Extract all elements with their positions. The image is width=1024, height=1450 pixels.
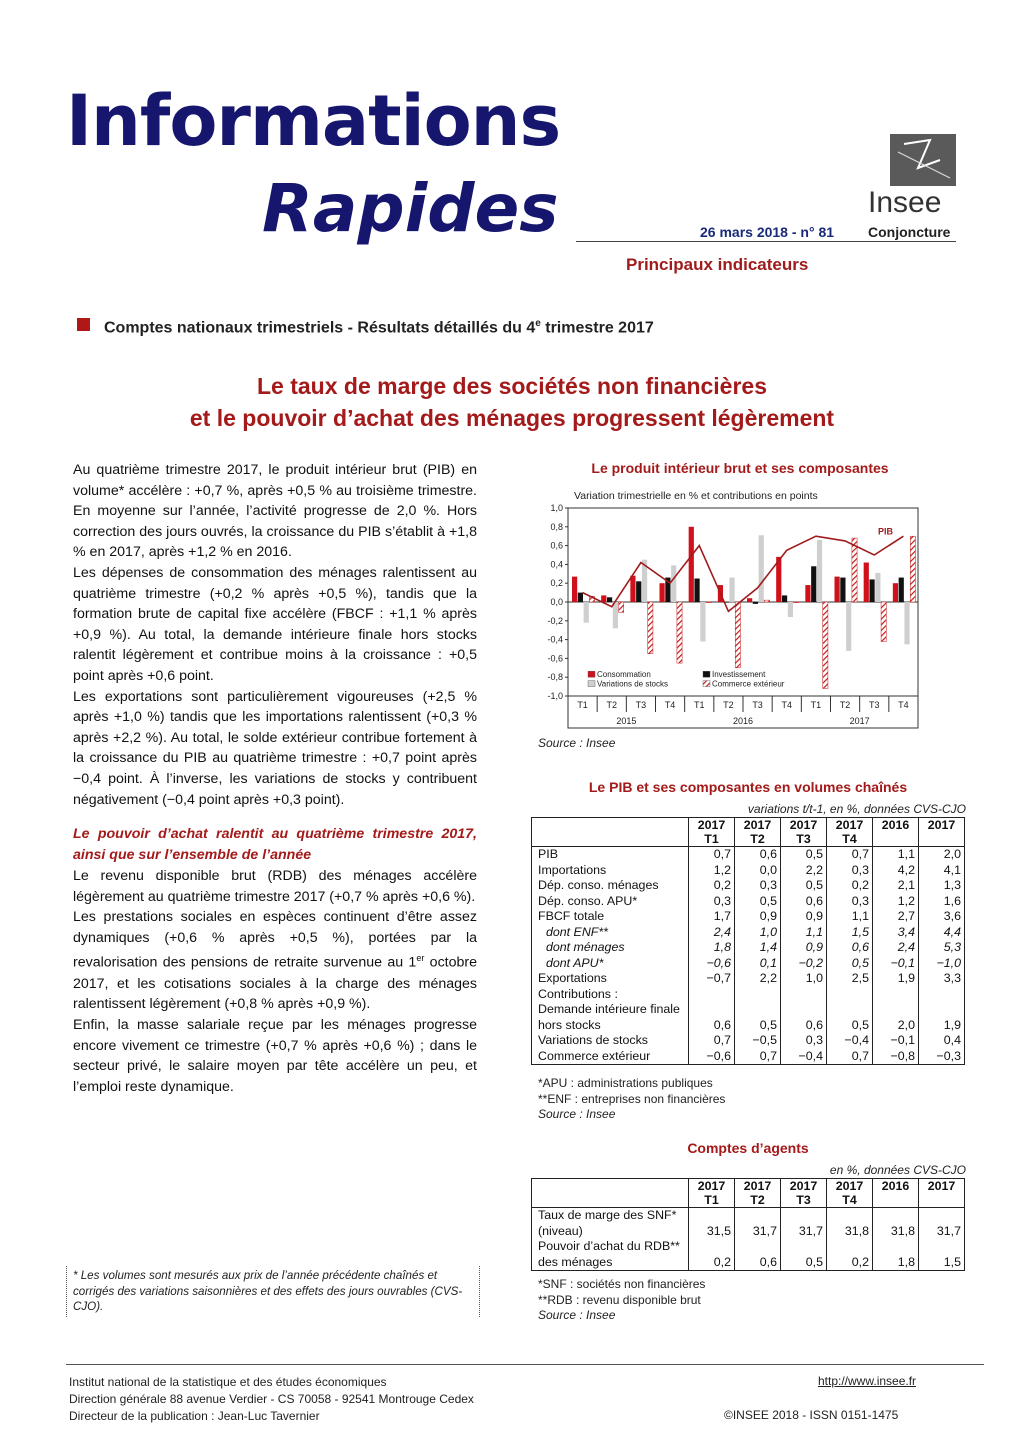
- y-tick-label: 1,0: [550, 503, 563, 513]
- bar-Consommation: [630, 576, 635, 602]
- table-cell: −0,8: [873, 1049, 919, 1065]
- row-label: Demande intérieure finale hors stocks: [532, 1002, 689, 1033]
- legend-swatch: [703, 671, 710, 677]
- table-cell: 2,0: [919, 847, 965, 863]
- bar-Consommation: [835, 577, 840, 602]
- legend-label: Investissement: [712, 670, 766, 680]
- legend-swatch: [588, 681, 595, 687]
- table-cell: −0,1: [873, 956, 919, 972]
- table-cell: 0,9: [781, 909, 827, 925]
- table-cell: 0,5: [827, 1002, 873, 1033]
- accounts-table: [531, 1178, 965, 1271]
- table-cell: −0,6: [689, 1049, 735, 1065]
- bar-Consommation: [893, 583, 898, 602]
- table-cell: 0,5: [781, 878, 827, 894]
- section-title: Comptes nationaux trimestriels - Résultats détaillés du 4e trimestre 2017: [104, 318, 654, 337]
- bar-Commerce extérieur: [823, 602, 828, 688]
- bar-Investissement: [578, 593, 583, 602]
- y-tick-label: -0,8: [547, 672, 563, 683]
- row-label: Exportations: [532, 971, 689, 987]
- table-cell: 0,2: [689, 878, 735, 894]
- x-tick-label: T2: [723, 700, 734, 710]
- table2-notes: *SNF : sociétés non financières **RDB : revenu disponible brut Source : Insee: [538, 1277, 706, 1322]
- row-label: dont ménages: [532, 940, 689, 956]
- table-cell: 0,3: [827, 894, 873, 910]
- table2-unit: en %, données CVS-CJO: [829, 1163, 966, 1177]
- table-cell: 0,3: [827, 863, 873, 879]
- table-column-header: 2017 T3: [781, 1179, 827, 1208]
- row-label: Dép. conso. APU*: [532, 894, 689, 910]
- table-column-header: 2017 T4: [827, 1179, 873, 1208]
- table-cell: 0,6: [735, 847, 781, 863]
- bar-Commerce extérieur: [881, 602, 886, 641]
- bar-Commerce extérieur: [648, 602, 653, 654]
- row-label: dont APU*: [532, 956, 689, 972]
- y-tick-label: -0,4: [547, 634, 563, 645]
- table-cell: 31,5: [689, 1208, 735, 1240]
- table-column-header: 2016: [873, 1179, 919, 1208]
- footer-issn: ©INSEE 2018 - ISSN 0151-1475: [724, 1408, 899, 1422]
- bar-Variations de stocks: [846, 602, 851, 651]
- legend-swatch: [703, 681, 710, 687]
- table-column-header: 2017: [919, 818, 965, 847]
- logo-wordmark: Insee: [868, 186, 942, 219]
- bar-Variations de stocks: [875, 573, 880, 602]
- table-cell: 0,7: [689, 1033, 735, 1049]
- row-label: Dép. conso. ménages: [532, 878, 689, 894]
- bar-Investissement: [869, 579, 874, 602]
- paragraph: Le revenu disponible brut (RDB) des ménages accélère légèrement au quatrième trimestre 2017 (+0,7 % après +0,6 %).: [73, 868, 477, 905]
- x-tick-label: T1: [577, 700, 588, 710]
- bar-Commerce extérieur: [764, 600, 769, 602]
- masthead-subtitle: Rapides: [262, 170, 559, 247]
- table-row: [532, 1239, 965, 1271]
- table-cell: 0,1: [735, 956, 781, 972]
- table-row: [532, 1002, 965, 1033]
- table1-unit: variations t/t-1, en %, données CVS-CJO: [747, 802, 966, 816]
- table-cell: 1,9: [873, 971, 919, 987]
- table-column-header: 2017 T2: [735, 1179, 781, 1208]
- x-tick-label: T4: [664, 700, 676, 710]
- table-cell: 1,2: [873, 894, 919, 910]
- table-cell: −0,3: [919, 1049, 965, 1065]
- year-label: 2016: [732, 716, 754, 726]
- table-cell: 4,1: [919, 863, 965, 879]
- chart-title: Le produit intérieur brut et ses composantes: [591, 460, 889, 476]
- bar-Consommation: [747, 598, 752, 602]
- footnote: * Les volumes sont mesurés aux prix de l’année précédente chaînés et corrigés des variations saisonnières et des effets des jours ouvrables (CVS-CJO).: [66, 1266, 480, 1317]
- table-cell: 3,4: [873, 925, 919, 941]
- table-cell: 1,8: [873, 1239, 919, 1271]
- table-cell: 0,5: [827, 956, 873, 972]
- table-cell: 0,6: [781, 1002, 827, 1033]
- table-cell: −1,0: [919, 956, 965, 972]
- bar-Commerce extérieur: [852, 538, 857, 602]
- table-row: [532, 847, 965, 863]
- bar-Variations de stocks: [817, 540, 822, 602]
- table-row: [532, 940, 965, 956]
- legend-label: Variations de stocks: [597, 679, 668, 689]
- bar-Variations de stocks: [788, 602, 793, 617]
- table-cell: [827, 987, 873, 1003]
- table-cell: 1,1: [781, 925, 827, 941]
- footer-link[interactable]: http://www.insee.fr: [818, 1374, 917, 1388]
- table-cell: 0,2: [827, 1239, 873, 1271]
- insee-mark-icon: [890, 134, 956, 186]
- paragraph: Les exportations sont particulièrement vigoureuses (+2,5 % après +1,0 %) tandis que les importations ralentissent (+0,3 % après +2,2 %). Au total, le solde extérieur contribue fortement à la croissance du PIB au quatrième trimestre : +0,7 point après −0,4 point. À l’inverse, les variations de stocks y contribuent négativement (−0,4 point après +0,3 point).: [73, 688, 477, 808]
- table-cell: [781, 987, 827, 1003]
- paragraph: Au quatrième trimestre 2017, le produit intérieur brut (PIB) en volume* accélère : +0,7 %, après +0,5 % au troisième trimestre. En moyenne sur l’année, l’activité progresse de 2,0 %. Hors correction des jours ouvrés, la croissance du PIB s’établit à +1,8 % en 2017, après +1,2 % en 2016.: [73, 462, 477, 561]
- paragraph: Les dépenses de consommation des ménages ralentissent au quatrième trimestre (+0,2 % après +0,5 %), tandis que la formation brute de capital fixe accélère (FBCF : +1,1 % après +0,9 %). Au total, la demande intérieure finale hors stocks ralentit légèrement et contribue moins à la croissance : +0,5 point après +0,6 point.: [73, 564, 477, 684]
- table-cell: 0,5: [781, 847, 827, 863]
- y-tick-label: -0,2: [547, 615, 563, 626]
- bar-Investissement: [753, 602, 758, 604]
- year-label: 2015: [616, 716, 637, 726]
- table-cell: 1,4: [735, 940, 781, 956]
- bar-Commerce extérieur: [677, 602, 682, 663]
- x-tick-label: T4: [898, 700, 909, 710]
- footer-publisher: Institut national de la statistique et des études économiques Direction générale 88 avenue Verdier - CS 70058 - 92541 Montrouge Cedex Directeur de la publication : Jean-Luc Tavernier: [69, 1375, 474, 1423]
- table-cell: 1,8: [689, 940, 735, 956]
- table-cell: 0,4: [919, 1033, 965, 1049]
- table-cell: 31,7: [919, 1208, 965, 1240]
- table-cell: 2,4: [689, 925, 735, 941]
- chart-subtitle: Variation trimestrielle en % et contributions en points: [574, 490, 818, 502]
- bar-Variations de stocks: [729, 578, 734, 602]
- row-label: dont ENF**: [532, 925, 689, 941]
- table-cell: −0,2: [781, 956, 827, 972]
- table-cell: 0,5: [781, 1239, 827, 1271]
- table-cell: 4,2: [873, 863, 919, 879]
- year-label: 2017: [849, 716, 870, 726]
- table-column-header: 2017 T1: [689, 818, 735, 847]
- table-cell: 0,3: [781, 1033, 827, 1049]
- y-tick-label: 0,2: [550, 578, 563, 589]
- table-cell: −0,5: [735, 1033, 781, 1049]
- x-tick-label: T2: [839, 700, 851, 710]
- y-tick-label: 0,6: [550, 540, 563, 551]
- table-row: [532, 1208, 965, 1240]
- bar-Consommation: [864, 563, 869, 602]
- table-cell: −0,4: [827, 1033, 873, 1049]
- bar-Variations de stocks: [613, 602, 618, 628]
- table-cell: 31,7: [735, 1208, 781, 1240]
- row-label: Pouvoir d’achat du RDB** des ménages: [532, 1239, 689, 1271]
- table-cell: 0,5: [735, 1002, 781, 1033]
- section-bullet-icon: [77, 318, 90, 331]
- table-row: [532, 971, 965, 987]
- bar-Variations de stocks: [759, 535, 764, 602]
- bar-Variations de stocks: [584, 602, 589, 623]
- subheading: Le pouvoir d’achat ralentit au quatrième trimestre 2017, ainsi que sur l’ensemble de l’année: [73, 826, 477, 864]
- table-header-corner: [532, 1179, 689, 1208]
- bar-Variations de stocks: [671, 565, 676, 602]
- pib-label: PIB: [878, 526, 894, 537]
- bar-Consommation: [805, 585, 810, 602]
- table-cell: 0,7: [827, 1049, 873, 1065]
- table-cell: 3,6: [919, 909, 965, 925]
- table-cell: 0,2: [689, 1239, 735, 1271]
- table-cell: −0,1: [873, 1033, 919, 1049]
- table-cell: 2,4: [873, 940, 919, 956]
- table1-title: Le PIB et ses composantes en volumes chaînés: [588, 779, 908, 795]
- gdp-table: [531, 817, 965, 1065]
- table-cell: 0,5: [735, 894, 781, 910]
- x-tick-label: T3: [868, 700, 880, 710]
- table-header-corner: [532, 818, 689, 847]
- x-tick-label: T4: [781, 700, 793, 710]
- table-cell: 1,5: [827, 925, 873, 941]
- table-cell: 4,4: [919, 925, 965, 941]
- y-tick-label: 0,4: [550, 559, 563, 570]
- x-tick-label: T1: [810, 700, 822, 710]
- legend-label: Consommation: [597, 670, 651, 680]
- table-column-header: 2017 T4: [827, 818, 873, 847]
- bar-Variations de stocks: [904, 602, 909, 644]
- table-row: [532, 894, 965, 910]
- table-cell: 3,3: [919, 971, 965, 987]
- table-cell: 1,0: [781, 971, 827, 987]
- bar-Commerce extérieur: [794, 602, 799, 603]
- table-cell: 0,9: [781, 940, 827, 956]
- table-row: [532, 878, 965, 894]
- table-cell: 1,6: [919, 894, 965, 910]
- table-cell: 31,8: [873, 1208, 919, 1240]
- y-tick-label: -1,0: [547, 691, 563, 701]
- table-cell: 1,1: [873, 847, 919, 863]
- footer-divider: [66, 1364, 984, 1365]
- table-row: [532, 1033, 965, 1049]
- body-text: [73, 460, 477, 1097]
- table-cell: −0,4: [781, 1049, 827, 1065]
- table-cell: 1,0: [735, 925, 781, 941]
- table-cell: 31,8: [827, 1208, 873, 1240]
- table-row: [532, 1049, 965, 1065]
- insee-logo: [868, 134, 960, 240]
- table-column-header: 2017 T3: [781, 818, 827, 847]
- masthead-divider: [576, 241, 956, 242]
- table-cell: 0,3: [735, 878, 781, 894]
- table-cell: 2,0: [873, 1002, 919, 1033]
- table-cell: 2,2: [735, 971, 781, 987]
- table-cell: 1,3: [919, 878, 965, 894]
- x-tick-label: T1: [693, 700, 705, 710]
- table-cell: 0,3: [689, 894, 735, 910]
- row-label: PIB: [532, 847, 689, 863]
- row-label: Taux de marge des SNF* (niveau): [532, 1208, 689, 1240]
- table-row: [532, 987, 965, 1003]
- table-cell: 0,9: [735, 909, 781, 925]
- series-label: Principaux indicateurs: [626, 255, 809, 274]
- table-cell: 0,6: [781, 894, 827, 910]
- table-cell: −0,6: [689, 956, 735, 972]
- bar-Consommation: [660, 583, 665, 602]
- bar-Commerce extérieur: [706, 602, 711, 603]
- table-cell: 2,7: [873, 909, 919, 925]
- table-cell: 2,5: [827, 971, 873, 987]
- x-tick-label: T3: [635, 700, 647, 710]
- table-column-header: 2017 T1: [689, 1179, 735, 1208]
- table-column-header: 2016: [873, 818, 919, 847]
- table-cell: 1,2: [689, 863, 735, 879]
- bar-Consommation: [572, 577, 577, 602]
- bar-Investissement: [636, 581, 641, 602]
- table-cell: 31,7: [781, 1208, 827, 1240]
- table-cell: 0,6: [735, 1239, 781, 1271]
- table-cell: 1,9: [919, 1002, 965, 1033]
- masthead-title: Informations: [66, 80, 561, 162]
- row-label: Commerce extérieur: [532, 1049, 689, 1065]
- paragraph: Enfin, la masse salariale reçue par les ménages progresse encore vivement ce trimestre (+0,7 % après +0,6 %) ; dans le secteur privé, le salaire moyen par tête accélère un peu, et l’emploi reste dynamique.: [73, 1016, 477, 1095]
- headline: Le taux de marge des sociétés non financières et le pouvoir d’achat des ménages progressent légèrement: [189, 373, 835, 431]
- table-row: [532, 863, 965, 879]
- table-cell: 0,6: [689, 1002, 735, 1033]
- x-tick-label: T2: [606, 700, 618, 710]
- bar-Variations de stocks: [700, 602, 705, 641]
- table-cell: 2,1: [873, 878, 919, 894]
- gdp-chart: [530, 500, 930, 740]
- bar-Consommation: [601, 595, 606, 602]
- row-label: Variations de stocks: [532, 1033, 689, 1049]
- table-cell: 0,0: [735, 863, 781, 879]
- table-row: [532, 925, 965, 941]
- table-row: [532, 909, 965, 925]
- row-label: Importations: [532, 863, 689, 879]
- table-cell: 0,6: [827, 940, 873, 956]
- bar-Investissement: [899, 578, 904, 602]
- table-cell: [919, 987, 965, 1003]
- paragraph: Les prestations sociales en espèces continuent d’être assez dynamiques (+0,6 % après +0,5 %), portées par la revalorisation des pensions de retraite survenue au 1er octobre 2017, et les cotisations sociales à la charge des ménages ralentissent légèrement (+0,8 % après +0,9 %).: [73, 909, 477, 1013]
- logo-subtitle: Conjoncture: [868, 224, 951, 240]
- table-cell: 0,7: [735, 1049, 781, 1065]
- row-label: Contributions :: [532, 987, 689, 1003]
- table-cell: 1,7: [689, 909, 735, 925]
- bar-Investissement: [607, 597, 612, 602]
- table-column-header: 2017: [919, 1179, 965, 1208]
- table-cell: [689, 987, 735, 1003]
- table-cell: 5,3: [919, 940, 965, 956]
- bar-Commerce extérieur: [619, 602, 624, 612]
- bar-Investissement: [694, 579, 699, 603]
- bar-Investissement: [840, 578, 845, 602]
- table-cell: 0,2: [827, 878, 873, 894]
- legend-swatch: [588, 671, 595, 677]
- bar-Consommation: [689, 527, 694, 602]
- bar-Investissement: [782, 595, 787, 602]
- table-cell: 1,1: [827, 909, 873, 925]
- table-cell: 0,7: [689, 847, 735, 863]
- table-row: [532, 956, 965, 972]
- bar-Commerce extérieur: [910, 536, 915, 602]
- y-tick-label: 0,8: [550, 521, 563, 532]
- table-cell: [735, 987, 781, 1003]
- table1-notes: *APU : administrations publiques **ENF : entreprises non financières Source : Insee: [538, 1076, 726, 1121]
- bar-Investissement: [811, 566, 816, 602]
- y-tick-label: 0,0: [550, 597, 563, 607]
- table-cell: 2,2: [781, 863, 827, 879]
- table2-title: Comptes d’agents: [687, 1140, 809, 1156]
- table-cell: 1,5: [919, 1239, 965, 1271]
- legend-label: Commerce extérieur: [712, 679, 785, 689]
- table-cell: 0,7: [827, 847, 873, 863]
- issue-date: 26 mars 2018 - n° 81: [700, 224, 835, 240]
- row-label: FBCF totale: [532, 909, 689, 925]
- table-cell: −0,7: [689, 971, 735, 987]
- y-tick-label: -0,6: [547, 653, 563, 664]
- table-cell: [873, 987, 919, 1003]
- chart-source: Source : Insee: [538, 736, 616, 750]
- bar-Commerce extérieur: [735, 602, 740, 668]
- table-column-header: 2017 T2: [735, 818, 781, 847]
- x-tick-label: T3: [752, 700, 763, 710]
